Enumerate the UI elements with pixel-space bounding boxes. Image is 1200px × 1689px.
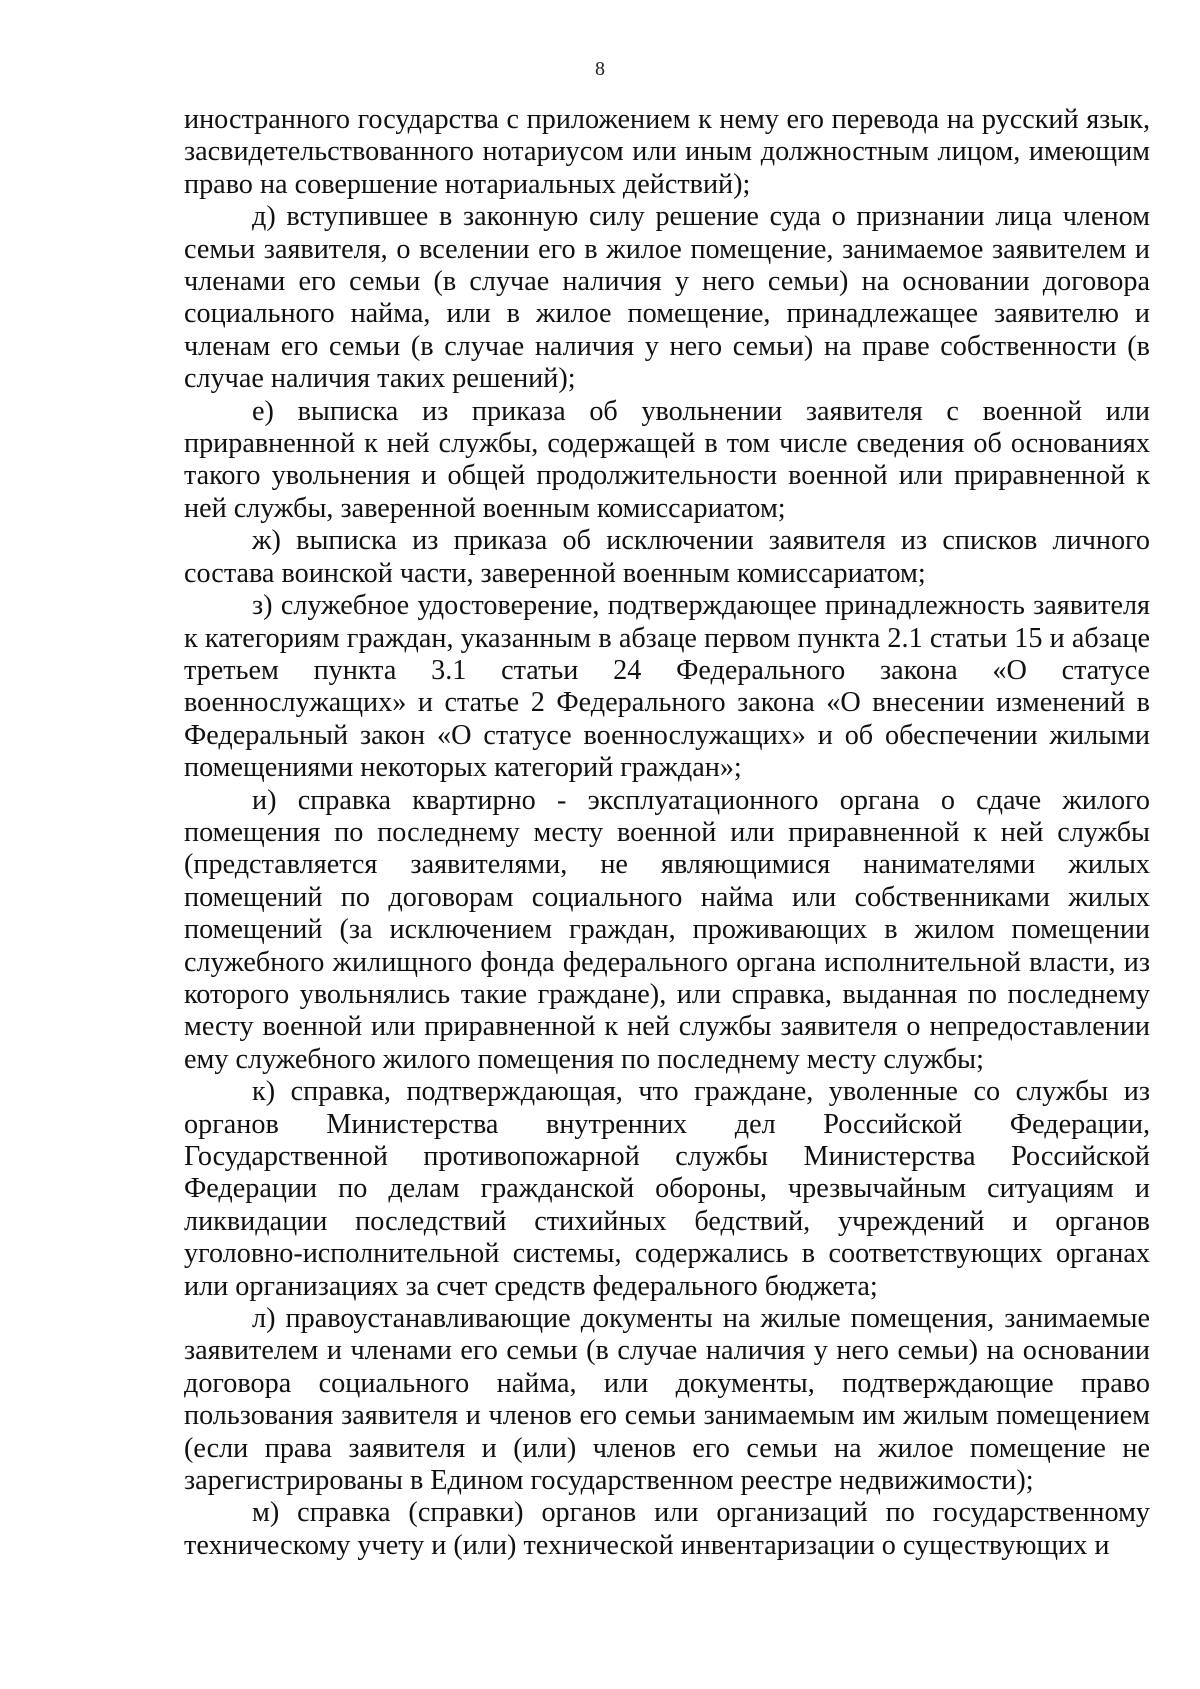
paragraph-item-k: к) справка, подтверждающая, что граждане, уволенные со службы из органов Министерства внутренних дел Российской Федерации, Государственной противопожарной службы Министерства Российской Федерации по делам гражданской обороны, чрезвычайным ситуациям и ликвидации последствий стихийных бедствий, учреждений и органов уголовно-исполнительной системы, содержались в соответствующих органах или организациях за счет средств федерального бюджета; [184,1076,1150,1302]
paragraph-continuation: иностранного государства с приложением к нему его перевода на русский язык, засвидетельствованного нотариусом или иным должностным лицом, имеющим право на совершение нотариальных действий); [184,104,1150,200]
paragraph-item-i: и) справка квартирно - эксплуатационного органа о сдаче жилого помещения по последнему месту военной или приравненной к ней службы (представляется заявителями, не являющимися нанимателями жилых помещений по договорам социального найма или собственниками жилых помещений (за исключением граждан, проживающих в жилом помещении служебного жилищного фонда федерального органа исполнительной власти, из которого увольнялись такие граждане), или справка, выданная по последнему месту военной или приравненной к ней службы заявителя о непредоставлении ему служебного жилого помещения по последнему месту службы; [184,784,1150,1075]
page-number: 8 [595,58,605,80]
paragraph-item-z: з) служебное удостоверение, подтверждающее принадлежность заявителя к категориям граждан, указанным в абзаце первом пункта 2.1 статьи 15 и абзаце третьем пункта 3.1 статьи 24 Федерального закона «О статусе военнослужащих» и статье 2 Федерального закона «О внесении изменений в Федеральный закон «О статусе военнослужащих» и об обеспечении жилыми помещениями некоторых категорий граждан»; [184,590,1150,784]
document-body [184,104,1150,1562]
paragraph-item-zh: ж) выписка из приказа об исключении заявителя из списков личного состава воинской части, заверенной военным комиссариатом; [184,525,1150,589]
paragraph-item-m: м) справка (справки) органов или организаций по государственному техническому учету и (или) технической инвентаризации о существующих и [184,1497,1150,1561]
paragraph-item-d: д) вступившее в законную силу решение суда о признании лица членом семьи заявителя, о вселении его в жилое помещение, занимаемое заявителем и членами его семьи (в случае наличия у него семьи) на основании договора социального найма, или в жилое помещение, принадлежащее заявителю и членам его семьи (в случае наличия у него семьи) на праве собственности (в случае наличия таких решений); [184,201,1150,395]
paragraph-item-e: е) выписка из приказа об увольнении заявителя с военной или приравненной к ней службы, содержащей в том числе сведения об основаниях такого увольнения и общей продолжительности военной или приравненной к ней службы, заверенной военным комиссариатом; [184,395,1150,524]
paragraph-item-l: л) правоустанавливающие документы на жилые помещения, занимаемые заявителем и членами его семьи (в случае наличия у него семьи) на основании договора социального найма, или документы, подтверждающие право пользования заявителя и членов его семьи занимаемым им жилым помещением (если права заявителя и (или) членов его семьи на жилое помещение не зарегистрированы в Едином государственном реестре недвижимости); [184,1303,1150,1497]
